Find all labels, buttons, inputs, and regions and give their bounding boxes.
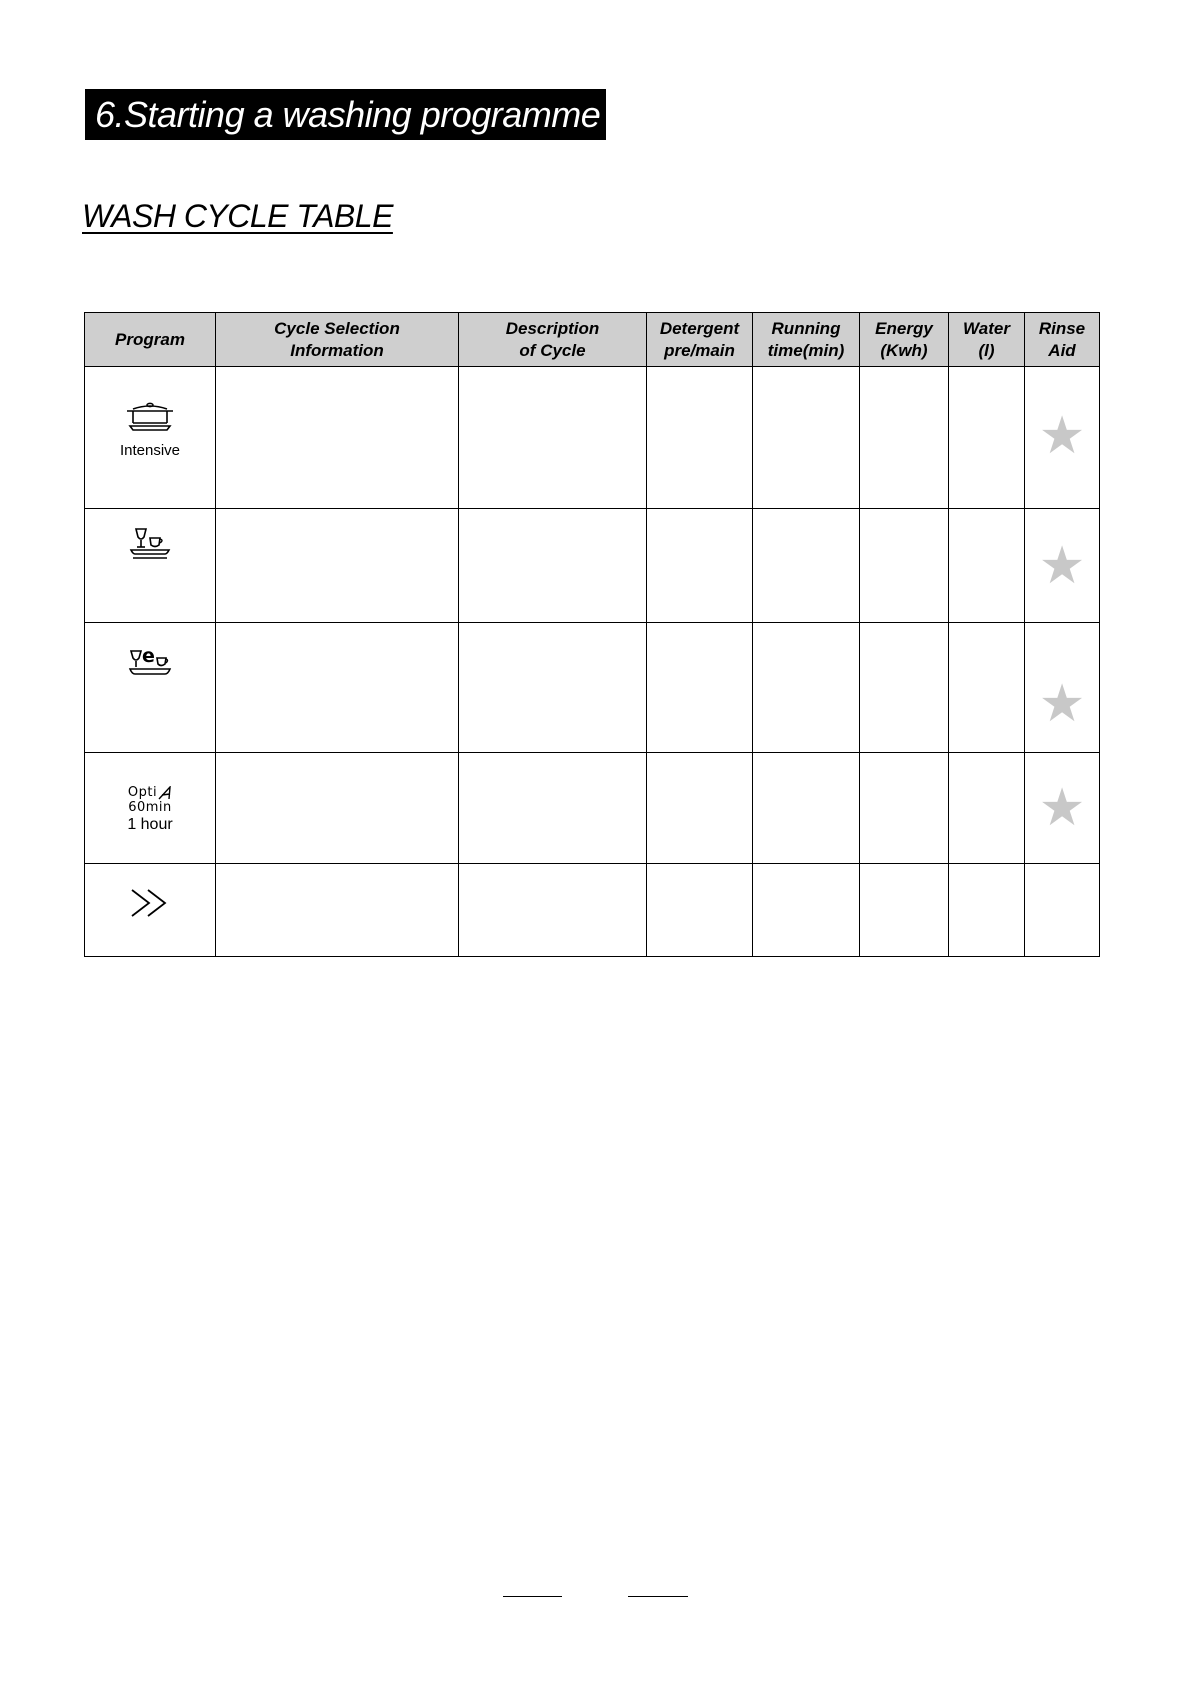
wash-cycle-table xyxy=(84,312,1100,957)
program-cell xyxy=(85,753,216,864)
star-icon: ★ xyxy=(1038,674,1086,733)
pot-icon xyxy=(126,401,174,438)
eco-letter: e xyxy=(142,645,155,667)
cycle-selection-cell xyxy=(216,367,459,509)
running-time-cell xyxy=(753,509,860,623)
rinse-aid-cell xyxy=(1025,753,1100,864)
table-row xyxy=(85,623,1100,753)
water-cell xyxy=(949,509,1025,623)
column-header-water: Water (l) xyxy=(949,313,1025,367)
description-cell xyxy=(459,367,647,509)
detergent-cell xyxy=(647,623,753,753)
footer-rule-right xyxy=(628,1596,688,1597)
water-cell xyxy=(949,864,1025,957)
description-cell xyxy=(459,509,647,623)
double-chevron-icon xyxy=(129,888,171,923)
running-time-cell xyxy=(753,864,860,957)
energy-cell xyxy=(860,753,949,864)
table-header-row xyxy=(85,313,1100,367)
opti-minutes: 60min xyxy=(128,800,172,815)
table-row xyxy=(85,367,1100,509)
footer-rule-left xyxy=(503,1596,562,1597)
program-cell xyxy=(85,367,216,509)
column-header-rinse-aid: Rinse Aid xyxy=(1025,313,1100,367)
program-label: 1 hour xyxy=(127,816,173,833)
description-cell xyxy=(459,623,647,753)
program-cell xyxy=(85,623,216,753)
energy-cell xyxy=(860,509,949,623)
cycle-selection-cell xyxy=(216,753,459,864)
column-header-detergent: Detergent pre/main xyxy=(647,313,753,367)
running-time-cell xyxy=(753,753,860,864)
water-cell xyxy=(949,367,1025,509)
opti-mark-icon xyxy=(158,786,172,800)
water-cell xyxy=(949,623,1025,753)
star-icon: ★ xyxy=(1038,536,1086,595)
description-cell xyxy=(459,753,647,864)
program-cell xyxy=(85,509,216,623)
water-cell xyxy=(949,753,1025,864)
rinse-aid-cell xyxy=(1025,864,1100,957)
table-row xyxy=(85,864,1100,957)
program-label: Intensive xyxy=(119,442,181,459)
detergent-cell xyxy=(647,367,753,509)
column-header-cycle-selection: Cycle Selection Information xyxy=(216,313,459,367)
detergent-cell xyxy=(647,509,753,623)
table-row xyxy=(85,753,1100,864)
rinse-aid-cell xyxy=(1025,509,1100,623)
star-icon: ★ xyxy=(1038,406,1086,465)
energy-cell xyxy=(860,623,949,753)
energy-cell xyxy=(860,367,949,509)
column-header-description: Description of Cycle xyxy=(459,313,647,367)
table-title: WASH CYCLE TABLE xyxy=(82,198,393,234)
detergent-cell xyxy=(647,864,753,957)
detergent-cell xyxy=(647,753,753,864)
column-header-running-time: Running time(min) xyxy=(753,313,860,367)
cycle-selection-cell xyxy=(216,509,459,623)
section-title: 6.Starting a washing programme xyxy=(85,89,606,140)
cycle-selection-cell xyxy=(216,623,459,753)
glass-cup-plate-icon xyxy=(129,527,171,566)
rinse-aid-cell xyxy=(1025,623,1100,753)
program-cell xyxy=(85,864,216,957)
energy-cell xyxy=(860,864,949,957)
running-time-cell xyxy=(753,367,860,509)
opti-label: Opti xyxy=(127,785,158,800)
opti-60min-icon xyxy=(128,785,172,815)
cycle-selection-cell xyxy=(216,864,459,957)
table-row xyxy=(85,509,1100,623)
running-time-cell xyxy=(753,623,860,753)
column-header-program: Program xyxy=(85,313,216,367)
description-cell xyxy=(459,864,647,957)
rinse-aid-cell xyxy=(1025,367,1100,509)
star-icon: ★ xyxy=(1038,779,1086,837)
column-header-energy: Energy (Kwh) xyxy=(860,313,949,367)
eco-glass-cup-plate-icon xyxy=(128,645,172,679)
